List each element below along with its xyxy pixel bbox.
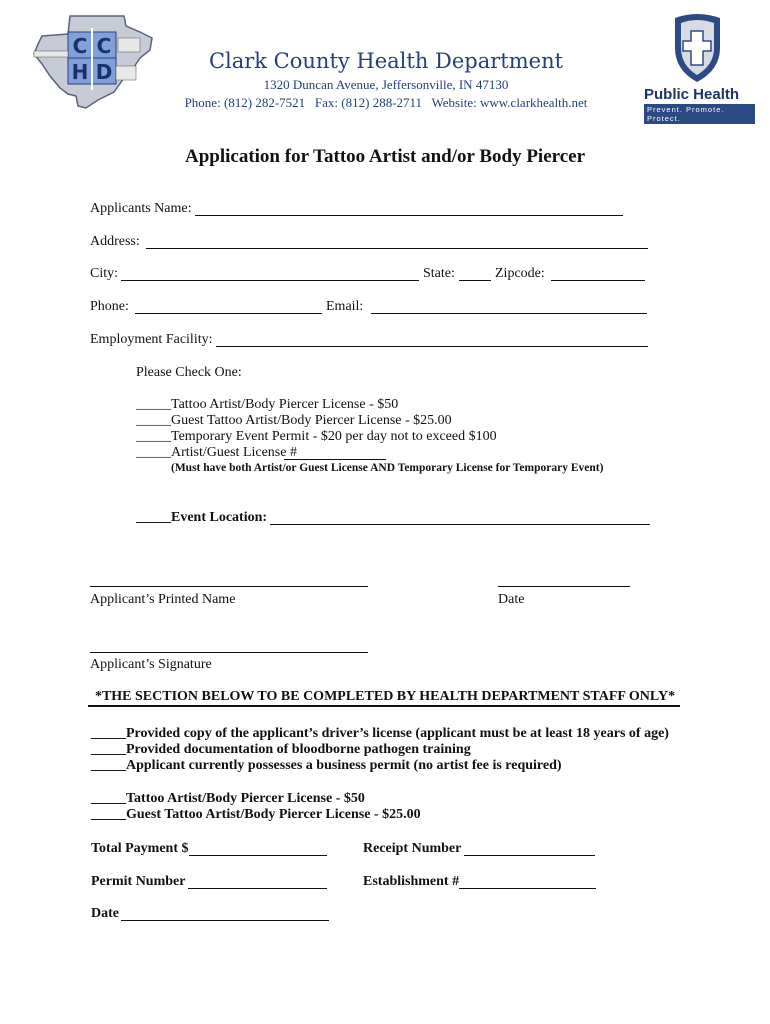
establishment-field[interactable] <box>459 872 596 889</box>
employment-facility-label: Employment Facility: <box>90 332 213 347</box>
public-health-wordmark: Public Health <box>644 86 740 103</box>
date-line[interactable] <box>498 586 630 587</box>
receipt-number-label: Receipt Number <box>363 841 462 856</box>
svg-text:C: C <box>96 34 112 58</box>
county-logo <box>28 14 156 110</box>
license-note: (Must have both Artist/or Guest License AND Temporary License for Temporary Event) <box>171 462 604 474</box>
staff-section-divider <box>88 705 680 707</box>
email-field[interactable] <box>371 297 647 314</box>
permit-number-field[interactable] <box>188 872 327 889</box>
establishment-label: Establishment # <box>363 874 460 889</box>
check-one-label: Please Check One: <box>136 365 242 380</box>
county-map-shape <box>28 14 156 110</box>
applicant-name-label: Applicants Name: <box>90 201 192 216</box>
email-label: Email: <box>326 299 364 314</box>
event-location-label[interactable]: _____Event Location: <box>136 510 268 525</box>
option-temporary-permit[interactable]: _____Temporary Event Permit - $20 per day not to exceed $100 <box>136 429 497 444</box>
staff-date-field[interactable] <box>121 904 329 921</box>
date-label: Date <box>498 592 525 607</box>
option-artist-license[interactable]: _____Tattoo Artist/Body Piercer License - $50 <box>136 397 399 412</box>
svg-text:C: C <box>72 34 88 58</box>
shield-icon <box>640 12 755 84</box>
event-location-field[interactable] <box>270 508 650 525</box>
phone-label: Phone: <box>90 299 129 314</box>
applicant-name-field[interactable] <box>195 199 623 216</box>
staff-section-title: *THE SECTION BELOW TO BE COMPLETED BY HEALTH DEPARTMENT STAFF ONLY* <box>94 689 676 704</box>
zipcode-field[interactable] <box>551 264 645 281</box>
org-address: 1320 Duncan Avenue, Jeffersonville, IN 47130 <box>263 77 509 92</box>
total-payment-field[interactable] <box>189 839 327 856</box>
city-label: City: <box>90 266 119 281</box>
public-health-logo <box>640 12 755 123</box>
signature-label: Applicant’s Signature <box>90 657 212 672</box>
staff-check-bloodborne[interactable]: _____Provided documentation of bloodborne pathogen training <box>91 742 471 757</box>
license-number-field[interactable] <box>284 443 386 460</box>
address-label: Address: <box>90 234 140 249</box>
staff-fee-guest[interactable]: _____Guest Tattoo Artist/Body Piercer License - $25.00 <box>91 807 421 822</box>
staff-date-label: Date <box>91 906 119 921</box>
public-health-tagline: Prevent. Promote. Protect. <box>644 104 755 124</box>
option-guest-license[interactable]: _____Guest Tattoo Artist/Body Piercer License - $25.00 <box>136 413 452 428</box>
zipcode-label: Zipcode: <box>495 266 545 281</box>
city-field[interactable] <box>121 264 419 281</box>
staff-check-drivers-license[interactable]: _____Provided copy of the applicant’s driver’s license (applicant must be at least 18 years of age) <box>91 726 669 741</box>
state-field[interactable] <box>459 264 491 281</box>
total-payment-label: Total Payment $ <box>91 841 189 856</box>
form-title: Application for Tattoo Artist and/or Body Piercer <box>184 146 586 167</box>
receipt-number-field[interactable] <box>464 839 595 856</box>
svg-text:H: H <box>71 60 89 84</box>
org-name: Clark County Health Department <box>208 49 564 73</box>
printed-name-label: Applicant’s Printed Name <box>90 592 236 607</box>
staff-check-business-permit[interactable]: _____Applicant currently possesses a business permit (no artist fee is required) <box>91 758 562 773</box>
state-label: State: <box>423 266 455 281</box>
permit-number-label: Permit Number <box>91 874 186 889</box>
address-field[interactable] <box>146 232 648 249</box>
employment-facility-field[interactable] <box>216 330 648 347</box>
org-contact: Phone: (812) 282-7521 Fax: (812) 288-2711 Website: www.clarkhealth.net <box>184 95 588 110</box>
printed-name-line[interactable] <box>90 586 368 587</box>
phone-field[interactable] <box>135 297 322 314</box>
staff-fee-artist[interactable]: _____Tattoo Artist/Body Piercer License - $50 <box>91 791 365 806</box>
signature-line[interactable] <box>90 652 368 653</box>
svg-text:D: D <box>95 60 113 84</box>
option-license-number[interactable]: _____Artist/Guest License # <box>136 445 297 460</box>
